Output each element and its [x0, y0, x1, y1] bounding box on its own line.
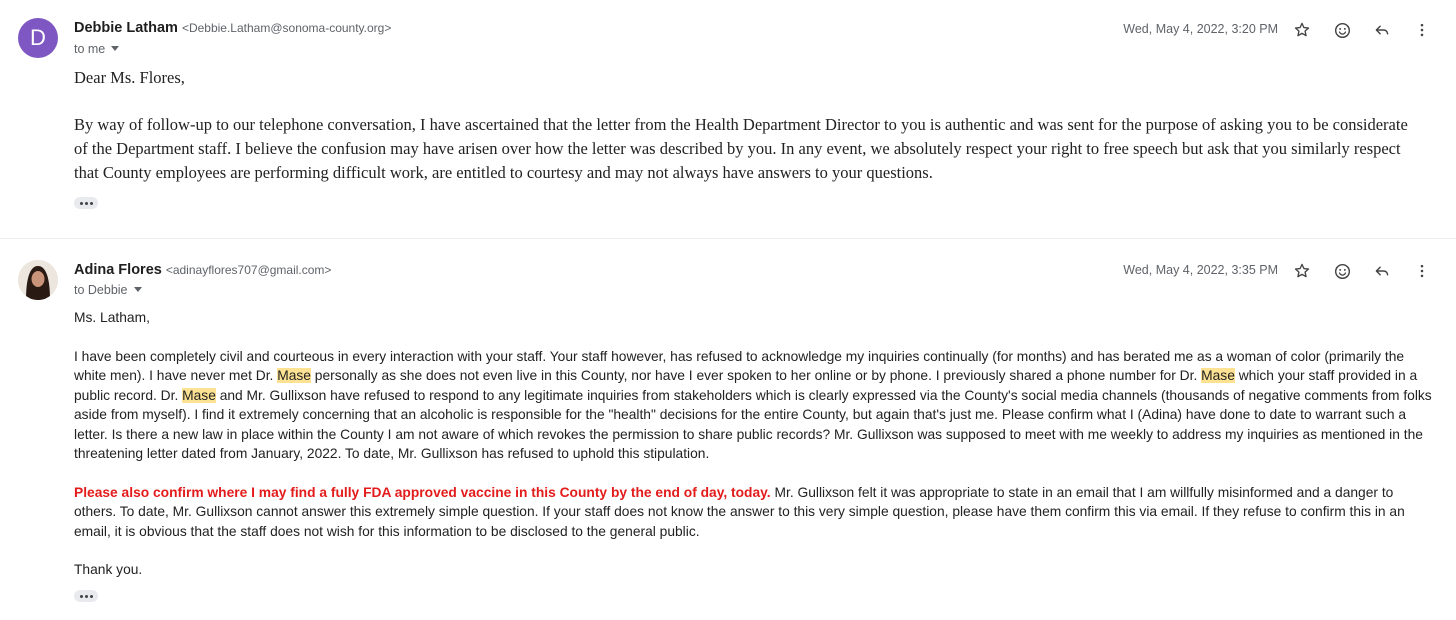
- email-message: [0, 240, 1456, 620]
- body-paragraph: I have been completely civil and courteous in every interaction with your staff. Your staff however, has refused to acknowledge my inquiries continually (for months) and has berated me as a woman of color (primarily the white men). I have never met Dr. Mase personally as she does not even live in this County, nor have I ever spoken to her online or by phone. I previously shared a phone number for Dr. Mase which your staff provided in a public record. Dr. Mase and Mr. Gullixson have refused to respond to any legitimate inquiries from stakeholders which is clearly expressed via the County's social media channels (thousands of negative comments from folks aside from myself). I find it extremely concerning that an alcoholic is responsible for the "health" decisions for the entire County, but again that's just me. Please confirm what I (Adina) have done to date to warrant such a letter. Is there a new law in place within the County I am not aware of which revokes the permission to share public records? Mr. Gullixson was supposed to meet with me weekly to address my inquiries as mentioned in the threatening letter dated from January, 2022. To date, Mr. Gullixson has refused to uphold this stipulation.: [74, 348, 1432, 461]
- search-highlight: Mase: [182, 387, 216, 403]
- message-actions: [1282, 259, 1442, 283]
- recipient-label: to me: [74, 42, 106, 56]
- reply-icon: [1373, 262, 1391, 280]
- star-icon: [1293, 262, 1311, 280]
- reply-icon: [1373, 21, 1391, 39]
- closing: Thank you.: [74, 562, 143, 577]
- recipient-label: to Debbie: [74, 283, 128, 297]
- more-vert-icon: [1413, 21, 1431, 39]
- emphasized-request: Please also confirm where I may find a fully FDA approved vaccine in this County by the end of day, today.: [74, 484, 771, 500]
- avatar[interactable]: D: [18, 18, 58, 58]
- sender-name[interactable]: Debbie Latham: [74, 20, 178, 36]
- message-date: Wed, May 4, 2022, 3:35 PM: [1123, 263, 1278, 277]
- avatar[interactable]: [18, 260, 58, 300]
- more-vert-icon: [1413, 262, 1431, 280]
- body-paragraph: Please also confirm where I may find a fully FDA approved vaccine in this County by the end of day, today. Mr. Gullixson felt it was appropriate to state in an email that I am willfully misinformed and a danger to others. To date, Mr. Gullixson cannot answer this extremely simple question. If your staff does not know the answer to this very simple question, please have them confirm this via email. If they refuse to confirm this in an email, it is obvious that the staff does not wish for this information to be disclosed to the general public.: [74, 484, 1405, 539]
- sender: [74, 20, 391, 36]
- emoji-reaction-icon: [1333, 262, 1352, 281]
- message-date: Wed, May 4, 2022, 3:20 PM: [1123, 22, 1278, 36]
- show-trimmed-icon: [80, 595, 83, 598]
- sender: [74, 262, 331, 278]
- sender-name[interactable]: Adina Flores: [74, 262, 162, 278]
- reply-button[interactable]: [1362, 18, 1402, 42]
- chevron-down-icon[interactable]: [111, 46, 119, 51]
- reply-button[interactable]: [1362, 259, 1402, 283]
- search-highlight: Mase: [277, 368, 311, 383]
- add-reaction-button[interactable]: [1322, 259, 1362, 283]
- show-trimmed-content-button[interactable]: [74, 197, 98, 209]
- message-actions: [1282, 18, 1442, 42]
- search-highlight: Mase: [1201, 368, 1235, 383]
- chevron-down-icon[interactable]: [134, 287, 142, 292]
- emoji-reaction-icon: [1333, 21, 1352, 40]
- recipient-toggle[interactable]: [74, 42, 119, 56]
- recipient-toggle[interactable]: [74, 283, 142, 297]
- show-trimmed-icon: [80, 202, 83, 205]
- star-icon: [1293, 21, 1311, 39]
- show-trimmed-content-button[interactable]: [74, 590, 98, 602]
- star-button[interactable]: [1282, 259, 1322, 283]
- star-button[interactable]: [1282, 18, 1322, 42]
- message-divider: [0, 238, 1456, 239]
- add-reaction-button[interactable]: [1322, 18, 1362, 42]
- more-options-button[interactable]: [1402, 18, 1442, 42]
- email-message: [0, 0, 1456, 238]
- greeting: Ms. Latham,: [74, 310, 150, 325]
- sender-email: <adinayflores707@gmail.com>: [165, 263, 332, 277]
- profile-photo: [18, 260, 58, 300]
- body-paragraph: By way of follow-up to our telephone conversation, I have ascertained that the letter from the Health Department Director to you is authentic and was sent for the purpose of asking you to be considerate of the Department staff. I believe the confusion may have arisen over how the letter was described by you. In any event, we absolutely respect your right to free speech but ask that you similarly respect that County employees are performing difficult work, are entitled to courtesy and may not always have answers to your questions.: [74, 115, 1408, 182]
- greeting: Dear Ms. Flores,: [74, 68, 185, 87]
- sender-email: <Debbie.Latham@sonoma-county.org>: [181, 21, 392, 35]
- more-options-button[interactable]: [1402, 259, 1442, 283]
- message-body: [74, 308, 1436, 599]
- message-body: [74, 66, 1414, 208]
